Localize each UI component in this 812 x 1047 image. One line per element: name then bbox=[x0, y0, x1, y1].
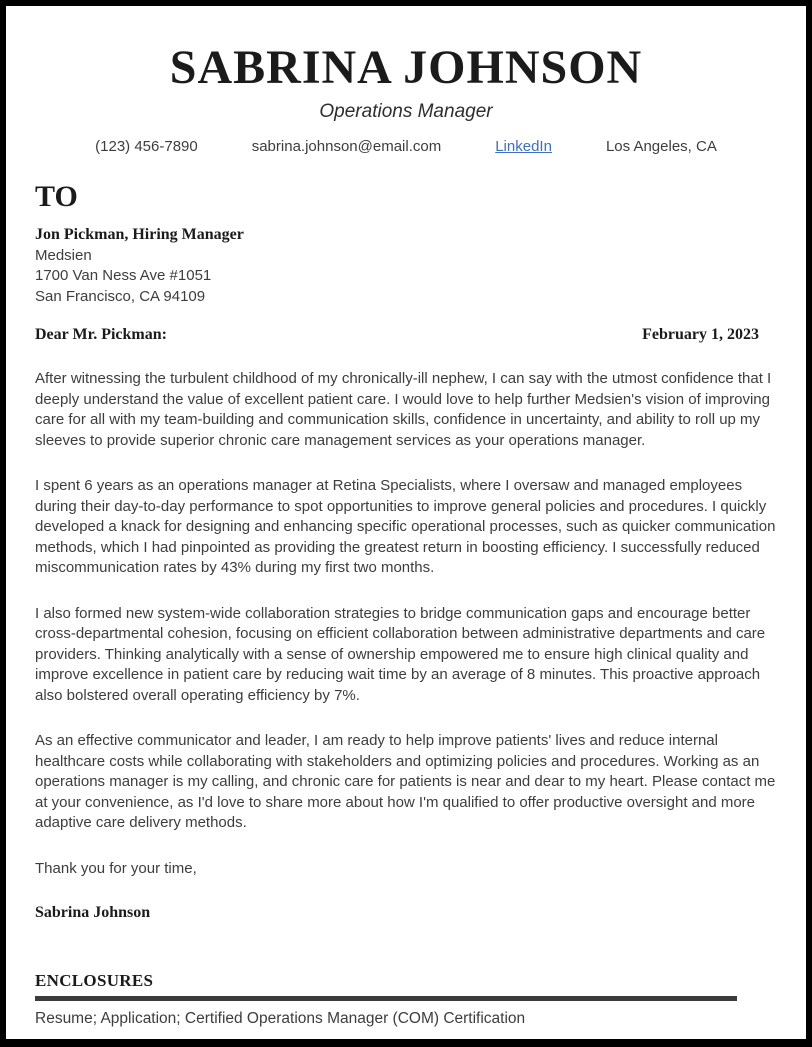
letter-paragraph: I spent 6 years as an operations manager at Retina Specialists, where I oversaw and managed employees during their day-to-day performance to spot opportunities to improve general policies and procedures. I quickly developed a knack for designing and enhancing specific operational processes, such as quicker communication methods, which I had pinpointed as providing the greatest return in boosting efficiency. I successfully reduced miscommunication rates by 43% during my first two months. bbox=[35, 477, 776, 577]
recipient-block bbox=[35, 225, 785, 307]
letter-paragraph: I also formed new system-wide collaboration strategies to bridge communication gaps and encourage better cross-departmental cohesion, focusing on efficient collaboration between administrative departments and care providers. Thinking analytically with a sense of ownership empowered me to ensure high clinical quality and improve excellence in patient care by reducing wait time by an average of 8 minutes. This proactive approach also bolstered overall operating efficiency by 7%. bbox=[35, 604, 766, 704]
to-section-heading: TO bbox=[35, 180, 78, 214]
enclosures-heading: ENCLOSURES bbox=[35, 971, 154, 991]
signature-name: Sabrina Johnson bbox=[35, 904, 151, 922]
recipient-address-street: 1700 Van Ness Ave #1051 bbox=[35, 267, 212, 285]
candidate-job-title: Operations Manager bbox=[319, 101, 493, 123]
recipient-address-city: San Francisco, CA 94109 bbox=[35, 287, 206, 305]
contact-email: sabrina.johnson@email.com bbox=[251, 138, 442, 156]
letter-header bbox=[6, 40, 806, 155]
letter-body bbox=[6, 180, 806, 1028]
contact-location: Los Angeles, CA bbox=[605, 138, 717, 156]
greeting-row bbox=[35, 326, 785, 344]
letter-date: February 1, 2023 bbox=[642, 326, 759, 344]
recipient-name: Jon Pickman, Hiring Manager bbox=[35, 226, 244, 244]
enclosures-section bbox=[35, 971, 785, 1028]
contact-row bbox=[6, 138, 806, 155]
closing-line: Thank you for your time, bbox=[35, 859, 197, 877]
linkedin-link[interactable]: LinkedIn bbox=[495, 138, 552, 156]
enclosures-items: Resume; Application; Certified Operations Manager (COM) Certification bbox=[35, 1010, 526, 1028]
enclosures-divider bbox=[35, 996, 737, 1001]
salutation: Dear Mr. Pickman: bbox=[35, 326, 167, 344]
contact-phone: (123) 456-7890 bbox=[95, 138, 198, 156]
candidate-name: SABRINA JOHNSON bbox=[169, 41, 643, 94]
recipient-company: Medsien bbox=[35, 246, 92, 264]
letter-paragraph: As an effective communicator and leader, I am ready to help improve patients' lives and reduce internal healthcare costs while collaborating with stakeholders and optimizing policies and procedures. Working as an operations manager is my calling, and chronic care for patients is near and dear to my heart. Please contact me at your convenience, as I'd love to share more about how I'm qualified to offer productive oversight and more adaptive care delivery methods. bbox=[35, 732, 776, 832]
letter-paragraph: After witnessing the turbulent childhood of my chronically-ill nephew, I can say with the utmost confidence that I deeply understand the value of excellent patient care. I would love to help further Medsien's vision of improving care for all with my team-building and communication skills, confidence in uncertainty, and ability to roll up my sleeves to provide superior chronic care management services as your operations manager. bbox=[35, 370, 772, 449]
